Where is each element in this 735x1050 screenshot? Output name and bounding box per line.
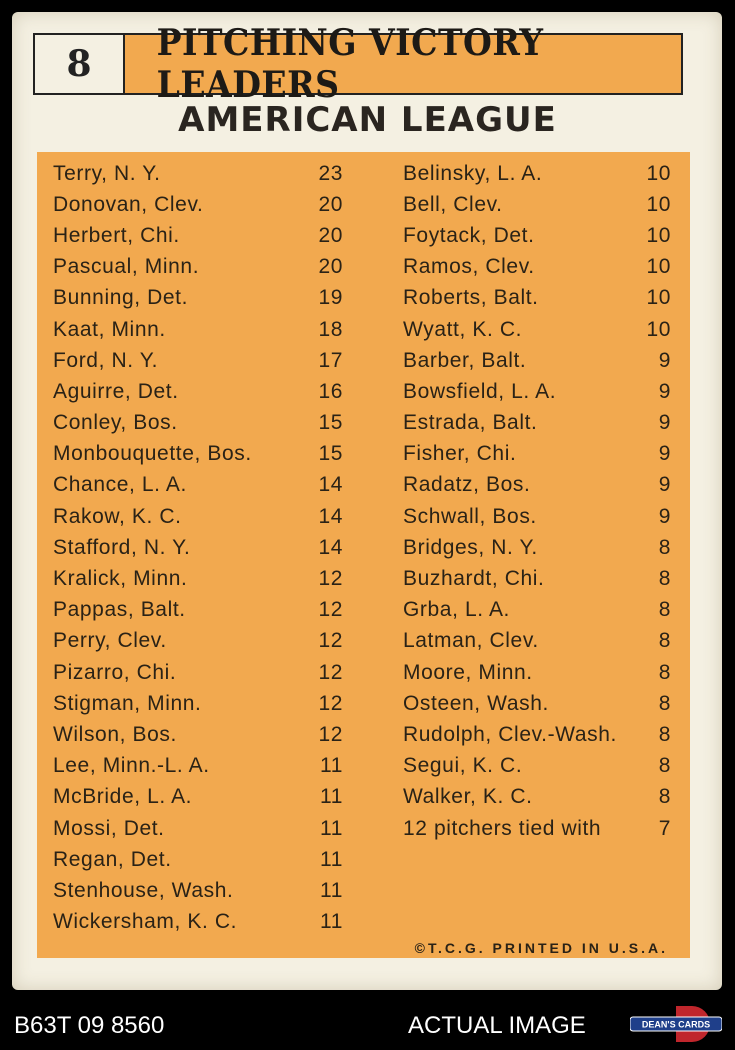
- pitcher-name: Foytack, Det.: [403, 223, 535, 247]
- win-count: 8: [658, 660, 671, 684]
- win-count: 12: [318, 567, 343, 591]
- pitcher-name: Bell, Clev.: [403, 192, 503, 216]
- win-count: 15: [318, 442, 343, 466]
- pitcher-name: Moore, Minn.: [403, 660, 533, 684]
- pitcher-name: Donovan, Clev.: [53, 192, 204, 216]
- win-count: 8: [658, 754, 671, 778]
- leader-row: [53, 220, 343, 251]
- pitcher-name: Ramos, Clev.: [403, 255, 535, 279]
- pitcher-name: Pizarro, Chi.: [53, 660, 177, 684]
- win-count: 8: [658, 785, 671, 809]
- leader-row: [403, 688, 671, 719]
- leader-row: [53, 408, 343, 439]
- win-count: 12: [318, 691, 343, 715]
- win-count: 20: [318, 192, 343, 216]
- win-count: 11: [320, 847, 343, 871]
- win-count: 10: [646, 255, 671, 279]
- leader-row: [403, 751, 671, 782]
- pitcher-name: Latman, Clev.: [403, 629, 539, 653]
- pitcher-name: Segui, K. C.: [403, 754, 523, 778]
- win-count: 11: [320, 785, 343, 809]
- win-count: 9: [658, 473, 671, 497]
- leader-row: [53, 470, 343, 501]
- win-count: 14: [318, 504, 343, 528]
- leader-row: [53, 439, 343, 470]
- pitcher-name: Conley, Bos.: [53, 411, 178, 435]
- win-count: 12: [318, 660, 343, 684]
- win-count: 11: [320, 816, 343, 840]
- win-count: 17: [318, 348, 343, 372]
- pitcher-name: Perry, Clev.: [53, 629, 167, 653]
- pitcher-name: Herbert, Chi.: [53, 223, 180, 247]
- leader-row: [53, 376, 343, 407]
- pitcher-name: Osteen, Wash.: [403, 691, 549, 715]
- leader-row: [403, 782, 671, 813]
- pitcher-name: Radatz, Bos.: [403, 473, 531, 497]
- deans-cards-logo: [630, 1004, 722, 1044]
- pitcher-name: Kralick, Minn.: [53, 567, 188, 591]
- leader-row: [53, 688, 343, 719]
- pitcher-name: Lee, Minn.-L. A.: [53, 754, 210, 778]
- leader-row: [403, 470, 671, 501]
- pitcher-name: Stigman, Minn.: [53, 691, 202, 715]
- leader-row: [403, 532, 671, 563]
- win-count: 19: [318, 286, 343, 310]
- win-count: 16: [318, 379, 343, 403]
- win-count: 8: [658, 629, 671, 653]
- pitcher-name: Pascual, Minn.: [53, 255, 200, 279]
- pitcher-name: Chance, L. A.: [53, 473, 187, 497]
- pitcher-name: Bowsfield, L. A.: [403, 379, 557, 403]
- win-count: 9: [658, 442, 671, 466]
- pitcher-name: Buzhardt, Chi.: [403, 567, 545, 591]
- pitcher-name: McBride, L. A.: [53, 785, 193, 809]
- leader-row: [403, 283, 671, 314]
- pitcher-name: Bunning, Det.: [53, 286, 189, 310]
- leader-row: [403, 408, 671, 439]
- leader-row: [53, 345, 343, 376]
- league-title: AMERICAN LEAGUE: [178, 100, 557, 140]
- win-count: 11: [320, 754, 343, 778]
- win-count: 8: [658, 691, 671, 715]
- leader-row: [53, 751, 343, 782]
- pitcher-name: Roberts, Balt.: [403, 286, 539, 310]
- pitcher-name: Grba, L. A.: [403, 598, 510, 622]
- pitcher-name: Regan, Det.: [53, 847, 172, 871]
- win-count: 20: [318, 223, 343, 247]
- win-count: 9: [658, 504, 671, 528]
- pitcher-name: Schwall, Bos.: [403, 504, 537, 528]
- leader-row: [403, 314, 671, 345]
- pitcher-name: Stenhouse, Wash.: [53, 878, 234, 902]
- logo-text: DEAN'S CARDS: [641, 1019, 711, 1030]
- win-count: 10: [646, 161, 671, 185]
- win-count: 9: [658, 379, 671, 403]
- pitcher-name: Aguirre, Det.: [53, 379, 179, 403]
- leader-row: [53, 501, 343, 532]
- win-count: 9: [658, 411, 671, 435]
- pitcher-name: Rakow, K. C.: [53, 504, 182, 528]
- leader-row: [53, 314, 343, 345]
- win-count: 11: [320, 910, 343, 934]
- pitcher-name: Mossi, Det.: [53, 816, 165, 840]
- card-header: [33, 22, 683, 106]
- win-count: 18: [318, 317, 343, 341]
- win-count: 15: [318, 411, 343, 435]
- leader-row: [403, 376, 671, 407]
- card-number: 8: [35, 35, 125, 93]
- leader-row: [53, 844, 343, 875]
- pitcher-name: Stafford, N. Y.: [53, 535, 191, 559]
- leader-row: [53, 626, 343, 657]
- leader-row: [403, 189, 671, 220]
- pitcher-name: Belinsky, L. A.: [403, 161, 543, 185]
- leader-row: [53, 189, 343, 220]
- left-column: [53, 158, 343, 938]
- win-count: 12: [318, 629, 343, 653]
- pitcher-name: Rudolph, Clev.-Wash.: [403, 722, 617, 746]
- pitcher-name: Wickersham, K. C.: [53, 910, 238, 934]
- leader-row: [403, 813, 671, 844]
- leader-row: [403, 252, 671, 283]
- win-count: 12: [318, 598, 343, 622]
- win-count: 7: [658, 816, 671, 840]
- leader-row: [403, 439, 671, 470]
- win-count: 14: [318, 535, 343, 559]
- pitcher-name: Wilson, Bos.: [53, 722, 177, 746]
- leader-row: [53, 563, 343, 594]
- card-title: PITCHING VICTORY LEADERS: [156, 22, 544, 106]
- pitcher-name: Pappas, Balt.: [53, 598, 186, 622]
- leader-row: [53, 782, 343, 813]
- stats-panel: [37, 152, 690, 958]
- win-count: 10: [646, 192, 671, 216]
- copyright-footer: ©T.C.G. PRINTED IN U.S.A.: [414, 940, 668, 956]
- win-count: 8: [658, 567, 671, 591]
- win-count: 10: [646, 223, 671, 247]
- pitcher-name: Bridges, N. Y.: [403, 535, 538, 559]
- pitcher-name: 12 pitchers tied with: [403, 816, 602, 840]
- pitcher-name: Barber, Balt.: [403, 348, 527, 372]
- win-count: 23: [318, 161, 343, 185]
- leader-row: [403, 626, 671, 657]
- leader-row: [53, 907, 343, 938]
- leader-row: [53, 657, 343, 688]
- leader-row: [53, 532, 343, 563]
- win-count: 9: [658, 348, 671, 372]
- leader-row: [53, 719, 343, 750]
- win-count: 14: [318, 473, 343, 497]
- pitcher-name: Monbouquette, Bos.: [53, 442, 252, 466]
- leader-row: [403, 345, 671, 376]
- right-column: [403, 158, 671, 844]
- leader-row: [403, 595, 671, 626]
- pitcher-name: Kaat, Minn.: [53, 317, 166, 341]
- leader-row: [53, 283, 343, 314]
- win-count: 8: [658, 535, 671, 559]
- leader-row: [53, 158, 343, 189]
- leader-row: [53, 252, 343, 283]
- win-count: 10: [646, 317, 671, 341]
- actual-image-label: ACTUAL IMAGE: [408, 1012, 586, 1039]
- leader-row: [53, 813, 343, 844]
- pitcher-name: Terry, N. Y.: [53, 161, 161, 185]
- win-count: 8: [658, 722, 671, 746]
- leader-row: [53, 875, 343, 906]
- pitcher-name: Walker, K. C.: [403, 785, 533, 809]
- win-count: 20: [318, 255, 343, 279]
- catalog-id: B63T 09 8560: [14, 1012, 165, 1039]
- win-count: 11: [320, 878, 343, 902]
- pitcher-name: Estrada, Balt.: [403, 411, 538, 435]
- win-count: 8: [658, 598, 671, 622]
- leader-row: [403, 657, 671, 688]
- win-count: 10: [646, 286, 671, 310]
- pitcher-name: Wyatt, K. C.: [403, 317, 523, 341]
- leader-row: [403, 563, 671, 594]
- leader-row: [403, 719, 671, 750]
- pitcher-name: Fisher, Chi.: [403, 442, 517, 466]
- leader-row: [403, 501, 671, 532]
- pitcher-name: Ford, N. Y.: [53, 348, 159, 372]
- win-count: 12: [318, 722, 343, 746]
- leader-row: [403, 220, 671, 251]
- leader-row: [403, 158, 671, 189]
- leader-row: [53, 595, 343, 626]
